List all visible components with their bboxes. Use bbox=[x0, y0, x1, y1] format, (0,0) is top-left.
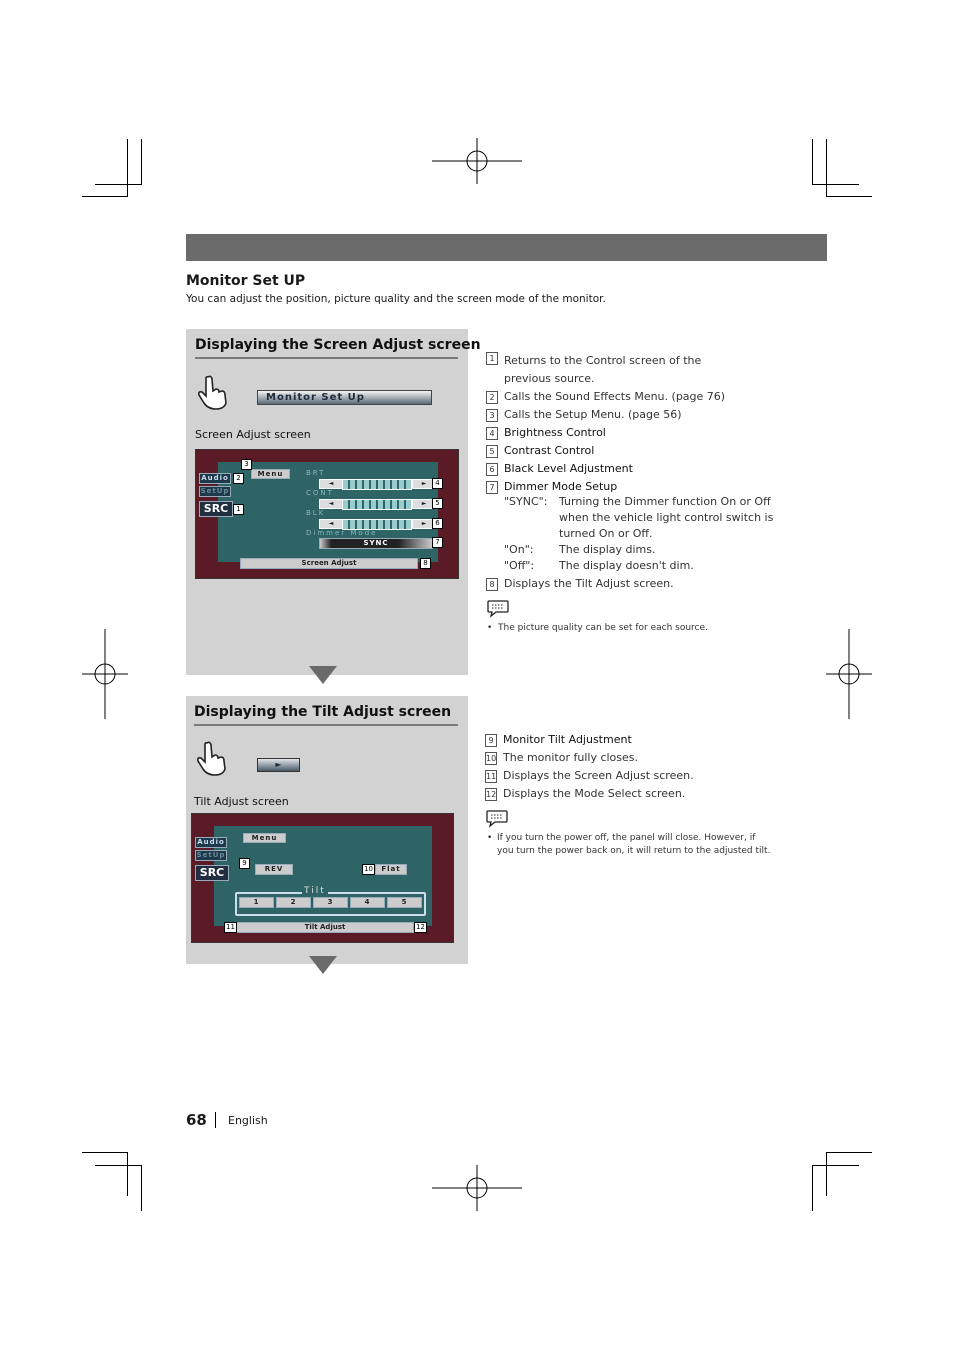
list-item: 4 Brightness Control bbox=[486, 424, 776, 442]
rev-button[interactable]: REV bbox=[255, 864, 293, 875]
screen-caption: Tilt Adjust screen bbox=[194, 795, 289, 808]
section-description: You can adjust the position, picture quality and the screen mode of the monitor. bbox=[186, 293, 606, 305]
tilt-position-5[interactable]: 5 bbox=[387, 897, 422, 908]
down-triangle-icon bbox=[309, 666, 337, 684]
play-arrow-icon[interactable]: ► bbox=[257, 758, 300, 772]
brt-up-button[interactable]: ► bbox=[412, 479, 436, 489]
flat-button[interactable]: Flat bbox=[375, 864, 407, 875]
screen-adjust-footer: Screen Adjust bbox=[240, 558, 418, 569]
tilt-position-2[interactable]: 2 bbox=[276, 897, 311, 908]
language-label: English bbox=[228, 1114, 268, 1127]
setup-button[interactable]: SetUp bbox=[200, 487, 230, 495]
tilt-position-1[interactable]: 1 bbox=[239, 897, 274, 908]
option-row: "On": The display dims. bbox=[504, 543, 656, 556]
callout-11: 11 bbox=[224, 922, 237, 933]
tilt-position-4[interactable]: 4 bbox=[350, 897, 385, 908]
src-button[interactable]: SRC bbox=[199, 501, 233, 517]
tilt-adjust-screenshot bbox=[191, 813, 454, 943]
list-item: 12 Displays the Mode Select screen. bbox=[486, 787, 686, 800]
blk-label: BLK bbox=[306, 509, 326, 517]
callout-1: 1 bbox=[233, 504, 244, 515]
setup-button[interactable]: SetUp bbox=[196, 851, 226, 859]
menu-button[interactable]: Menu bbox=[243, 833, 286, 843]
registration-mark bbox=[432, 1165, 522, 1211]
hand-touch-icon bbox=[195, 739, 229, 777]
callout-3: 3 bbox=[241, 459, 252, 470]
cont-down-button[interactable]: ◄ bbox=[319, 499, 343, 509]
menu-button[interactable]: Menu bbox=[251, 469, 290, 479]
brt-down-button[interactable]: ◄ bbox=[319, 479, 343, 489]
divider bbox=[195, 357, 458, 359]
callout-5: 5 bbox=[432, 498, 443, 509]
note-text: • If you turn the power off, the panel will close. However, if you turn the power back on, it will return to the adjusted tilt. bbox=[487, 833, 771, 856]
monitor-setup-button[interactable]: Monitor Set Up bbox=[257, 390, 432, 405]
panel-title: Displaying the Tilt Adjust screen bbox=[194, 704, 452, 720]
hand-touch-icon bbox=[196, 373, 230, 411]
callout-12: 12 bbox=[414, 922, 427, 933]
callout-9: 9 bbox=[239, 858, 250, 869]
list-item: 10 The monitor fully closes. bbox=[486, 751, 639, 764]
cont-up-button[interactable]: ► bbox=[412, 499, 436, 509]
callout-4: 4 bbox=[432, 478, 443, 489]
dimmer-options bbox=[504, 494, 774, 574]
option-row: "Off": The display doesn't dim. bbox=[504, 559, 694, 572]
brt-label: BRT bbox=[306, 469, 326, 477]
src-button[interactable]: SRC bbox=[195, 865, 229, 881]
panel-title: Displaying the Screen Adjust screen bbox=[195, 337, 481, 353]
screen-adjust-screenshot bbox=[195, 449, 459, 579]
blk-down-button[interactable]: ◄ bbox=[319, 519, 343, 529]
callout-10: 10 bbox=[362, 864, 375, 875]
cont-slider[interactable] bbox=[342, 499, 412, 510]
list-item: 6 Black Level Adjustment bbox=[486, 460, 776, 478]
list-item: 9 Monitor Tilt Adjustment bbox=[485, 731, 775, 749]
divider bbox=[194, 724, 458, 726]
tilt-label: Tilt bbox=[304, 886, 326, 896]
list-item: 3 Calls the Setup Menu. (page 56) bbox=[486, 406, 776, 424]
cont-label: CONT bbox=[306, 489, 334, 497]
option-row: "SYNC": Turning the Dimmer function On or Off when the vehicle light control switch is turned On or Off. bbox=[504, 495, 774, 540]
note-icon bbox=[486, 598, 510, 618]
section-title: Monitor Set UP bbox=[186, 273, 306, 289]
registration-mark bbox=[432, 138, 522, 184]
callout-8: 8 bbox=[420, 558, 431, 569]
header-bar bbox=[186, 234, 827, 261]
registration-mark bbox=[826, 629, 872, 719]
list-item: 2 Calls the Sound Effects Menu. (page 76) bbox=[486, 388, 776, 406]
callout-6: 6 bbox=[432, 518, 443, 529]
callout-2: 2 bbox=[233, 473, 244, 484]
list-item: 8 Displays the Tilt Adjust screen. bbox=[486, 575, 674, 593]
audio-button[interactable]: Audio bbox=[195, 837, 227, 848]
tilt-position-3[interactable]: 3 bbox=[313, 897, 348, 908]
screen-caption: Screen Adjust screen bbox=[195, 428, 311, 441]
down-triangle-icon bbox=[309, 956, 337, 974]
sync-button[interactable]: SYNC bbox=[319, 538, 433, 549]
registration-mark bbox=[82, 629, 128, 719]
note-icon bbox=[485, 808, 509, 828]
brt-slider[interactable] bbox=[342, 479, 412, 490]
list-item: 5 Contrast Control bbox=[486, 442, 776, 460]
blk-up-button[interactable]: ► bbox=[412, 519, 436, 529]
item-list-2 bbox=[485, 731, 775, 803]
dimmer-mode-label: Dimmer Mode bbox=[306, 529, 378, 537]
list-item: 7 Dimmer Mode Setup bbox=[486, 478, 776, 496]
audio-button[interactable]: Audio bbox=[199, 473, 231, 484]
tilt-adjust-footer: Tilt Adjust bbox=[236, 922, 414, 933]
footer-divider bbox=[215, 1112, 216, 1128]
note-text: • The picture quality can be set for each source. bbox=[487, 623, 708, 633]
callout-7: 7 bbox=[432, 537, 443, 548]
list-item: 11 Displays the Screen Adjust screen. bbox=[486, 769, 694, 782]
item-list-1 bbox=[486, 352, 776, 496]
page-number: 68 bbox=[186, 1111, 207, 1129]
list-item: 1 Returns to the Control screen of the previous source. bbox=[486, 352, 776, 388]
